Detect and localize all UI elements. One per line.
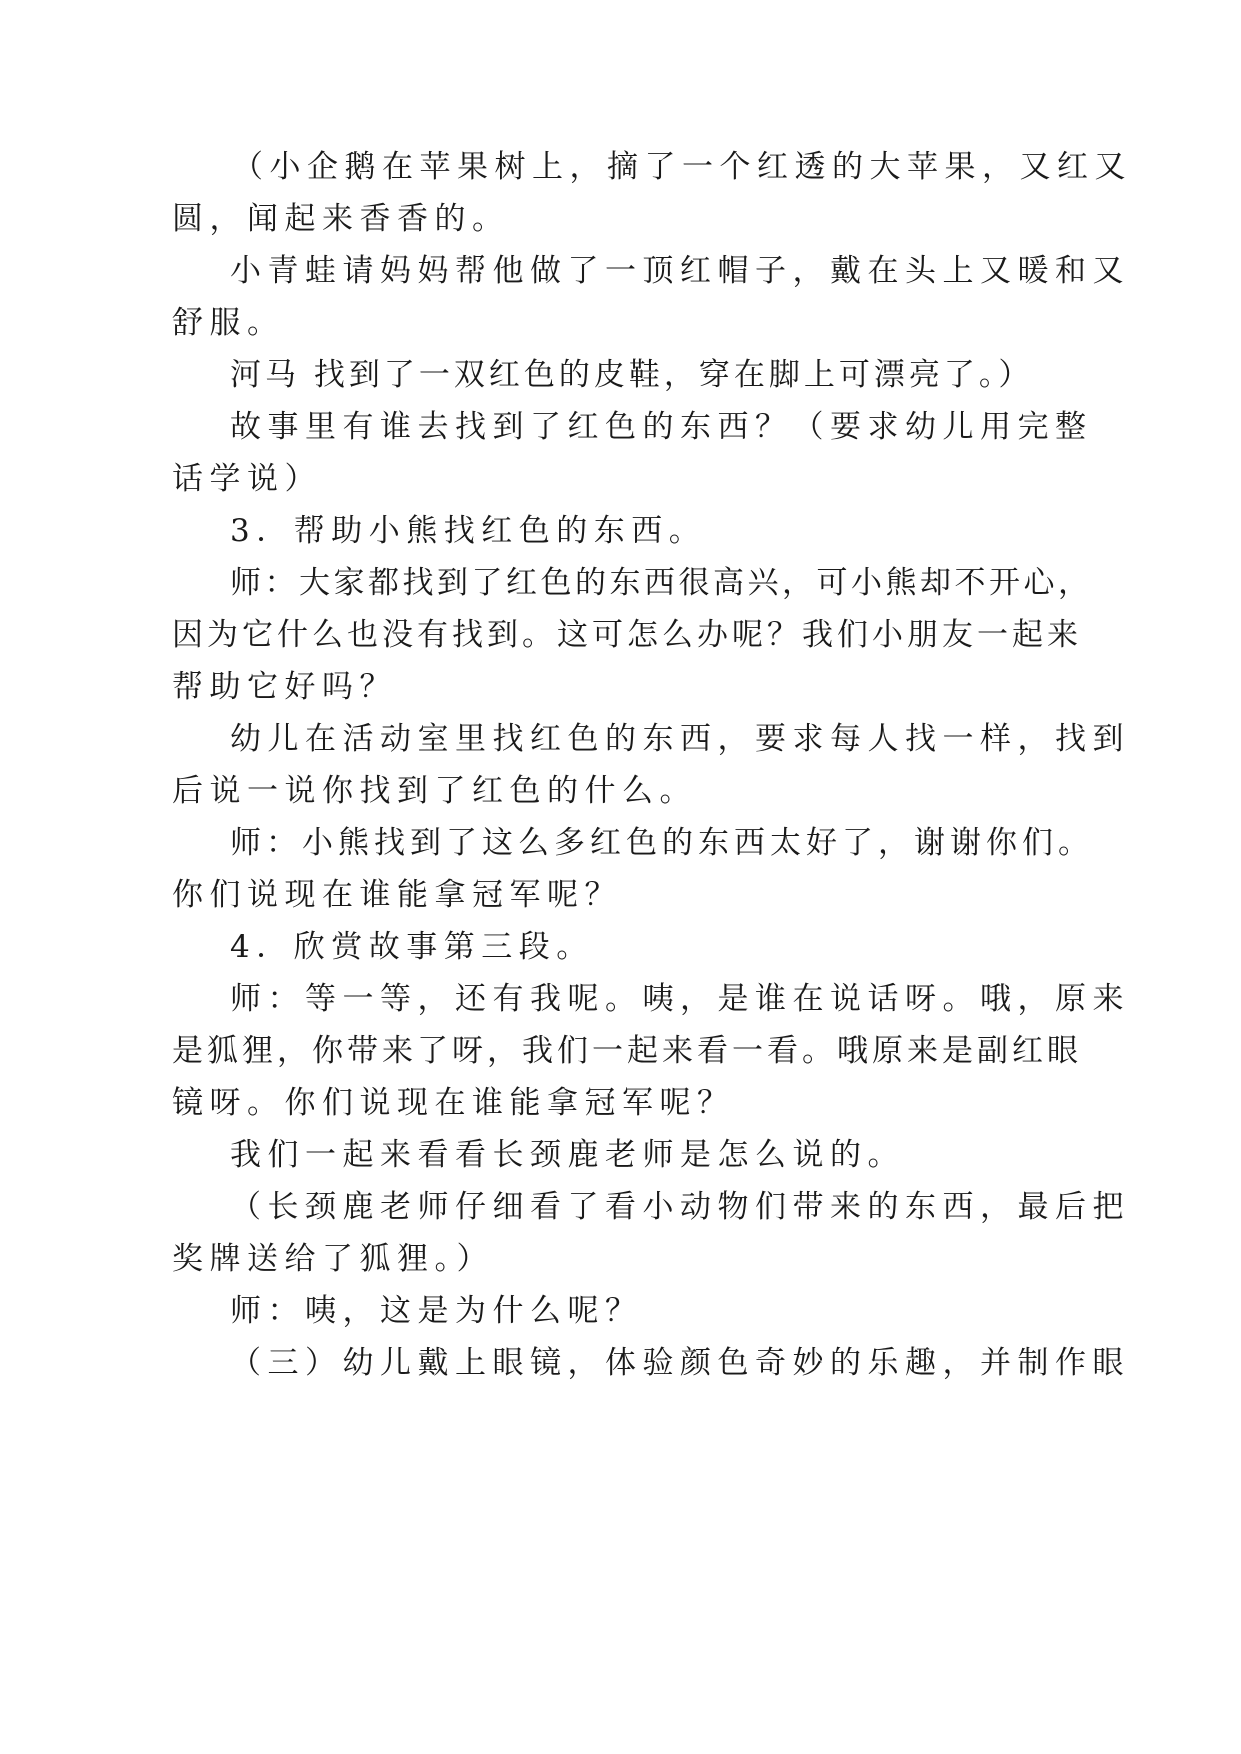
text-line: 奖牌送给了狐狸。） (172, 1241, 494, 1277)
text-line: 师：小熊找到了这么多红色的东西太好了，谢谢你们。 (230, 825, 1094, 861)
text-line: 幼儿在活动室里找红色的东西，要求每人找一样，找到 (230, 721, 1130, 757)
text-line: 话学说） (172, 461, 322, 497)
text-line: 你们说现在谁能拿冠军呢？ (172, 877, 622, 913)
text-line: 故事里有谁去找到了红色的东西？（要求幼儿用完整 (230, 409, 1093, 445)
text-line: 4．欣赏故事第三段。 (230, 929, 594, 965)
text-line: 师：咦，这是为什么呢？ (230, 1293, 643, 1329)
text-line: 镜呀。你们说现在谁能拿冠军呢？ (172, 1085, 735, 1121)
text-line: 小青蛙请妈妈帮他做了一顶红帽子，戴在头上又暖和又 (230, 253, 1130, 289)
text-line: 我们一起来看看长颈鹿老师是怎么说的。 (230, 1137, 905, 1173)
text-line: 河马 找到了一双红色的皮鞋，穿在脚上可漂亮了。） (230, 357, 1034, 393)
text-line: 师：大家都找到了红色的东西很高兴，可小熊却不开心， (230, 565, 1093, 601)
text-line: 舒服。 (172, 305, 285, 341)
text-line: 3．帮助小熊找红色的东西。 (230, 513, 707, 549)
text-line: （长颈鹿老师仔细看了看小动物们带来的东西，最后把 (230, 1189, 1130, 1225)
text-line: 后说一说你找到了红色的什么。 (172, 773, 697, 809)
text-line: 因为它什么也没有找到。这可怎么办呢？我们小朋友一起来 (172, 617, 1082, 653)
text-line: 是狐狸，你带来了呀，我们一起来看一看。哦原来是副红眼 (172, 1033, 1082, 1069)
text-line: （小企鹅在苹果树上，摘了一个红透的大苹果，又红又 (232, 149, 1132, 185)
text-line: （三）幼儿戴上眼镜，体验颜色奇妙的乐趣，并制作眼 (230, 1345, 1130, 1381)
text-line: 圆，闻起来香香的。 (172, 201, 510, 237)
text-line: 师：等一等，还有我呢。咦，是谁在说话呀。哦，原来 (230, 981, 1130, 1017)
text-line: 帮助它好吗？ (172, 669, 397, 705)
